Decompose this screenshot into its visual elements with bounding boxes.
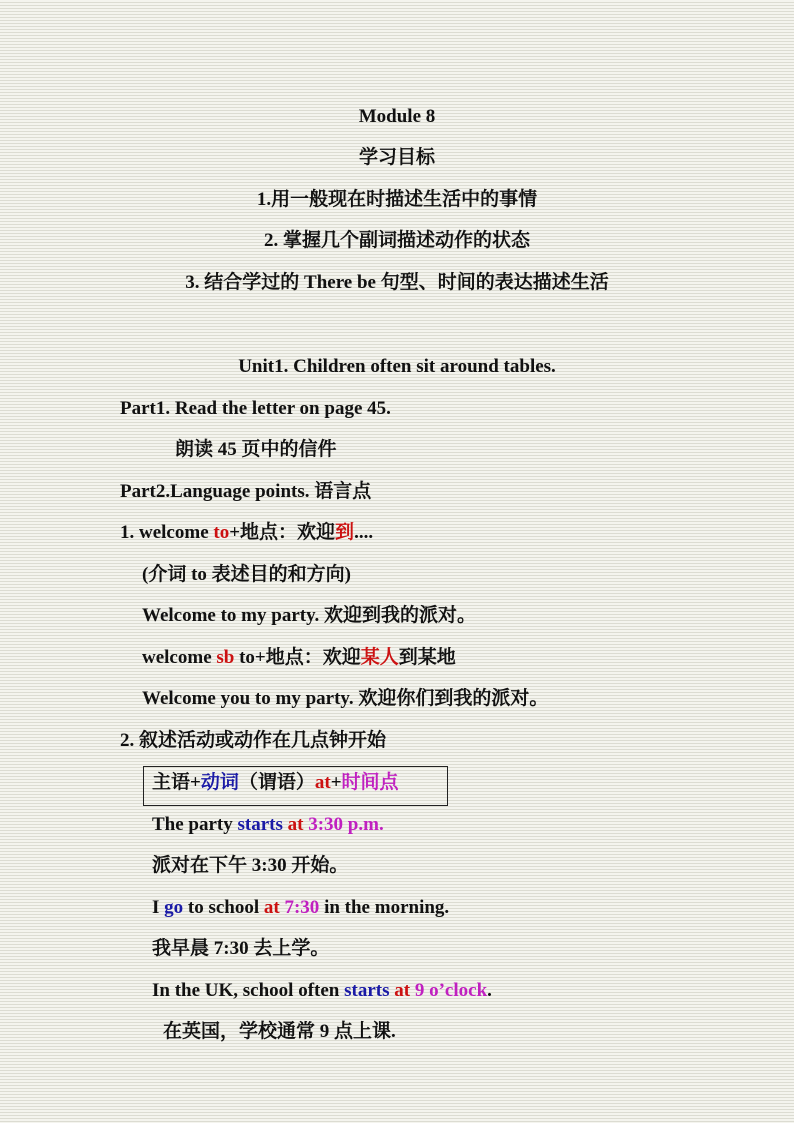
point1-label-c: .... [354, 522, 374, 543]
point1-label-b: +地点：欢迎 [229, 522, 336, 543]
formula-at: at [314, 772, 331, 793]
example-party [152, 813, 384, 837]
example-school-cn: 我早晨 7:30 去上学。 [152, 938, 330, 959]
ex2-a: I [152, 897, 165, 918]
pattern-c: 到某地 [398, 647, 456, 668]
point1-note: (介词 to 表述目的和方向) [142, 564, 351, 585]
formula-plus: + [330, 772, 342, 793]
ex2-verb: go [164, 897, 184, 918]
ex3-c: . [487, 980, 492, 1001]
ex2-c: in the morning. [319, 897, 450, 918]
point1-dao: 到 [335, 522, 355, 543]
ex1-verb: starts [237, 814, 283, 835]
module-title: Module 8 [358, 106, 436, 127]
pattern-moren: 某人 [360, 647, 399, 668]
ex2-b: to school [183, 897, 264, 918]
point1-to: to [213, 522, 230, 543]
part1-translation: 朗读 45 页中的信件 [175, 439, 337, 460]
point1-example1: Welcome to my party. 欢迎到我的派对。 [142, 605, 477, 626]
ex1-at: at [287, 814, 304, 835]
formula-verb: 动词 [200, 772, 239, 793]
pattern-b: to+地点：欢迎 [234, 647, 361, 668]
goal-3: 3. 结合学过的 There be 句型、时间的表达描述生活 [185, 272, 609, 293]
point1-heading [120, 521, 373, 545]
pattern-a: welcome [142, 647, 217, 668]
example-uk [152, 979, 492, 1003]
ex3-time: 9 o’clock [414, 980, 488, 1001]
goal-1: 1.用一般现在时描述生活中的事情 [256, 189, 538, 210]
formula-time: 时间点 [341, 772, 399, 793]
part2-title: Part2.Language points. 语言点 [120, 481, 372, 502]
ex2-at: at [263, 897, 280, 918]
example-party-cn: 派对在下午 3:30 开始。 [152, 855, 349, 876]
point1-pattern [142, 646, 456, 670]
goals-heading: 学习目标 [358, 147, 435, 168]
point2-title: 2. 叙述活动或动作在几点钟开始 [120, 730, 387, 751]
pattern-sb: sb [216, 647, 235, 668]
goal-2: 2. 掌握几个副词描述动作的状态 [263, 230, 530, 251]
point1-example2: Welcome you to my party. 欢迎你们到我的派对。 [142, 688, 549, 709]
formula-pred: （谓语） [238, 772, 315, 793]
ex1-a: The party [152, 814, 238, 835]
ex1-time: 3:30 p.m. [308, 814, 384, 835]
ex2-time: 7:30 [284, 897, 320, 918]
ex3-a: In the UK, school often [152, 980, 345, 1001]
example-uk-cn: 在英国，学校通常 9 点上课. [163, 1021, 396, 1042]
unit-title: Unit1. Children often sit around tables. [238, 356, 556, 377]
ex3-verb: starts [344, 980, 390, 1001]
example-school [152, 896, 449, 920]
formula [152, 771, 399, 795]
point1-label-a: 1. welcome [120, 522, 214, 543]
ex3-at: at [394, 980, 411, 1001]
part1-title: Part1. Read the letter on page 45. [120, 398, 391, 419]
formula-subject: 主语+ [152, 772, 201, 793]
